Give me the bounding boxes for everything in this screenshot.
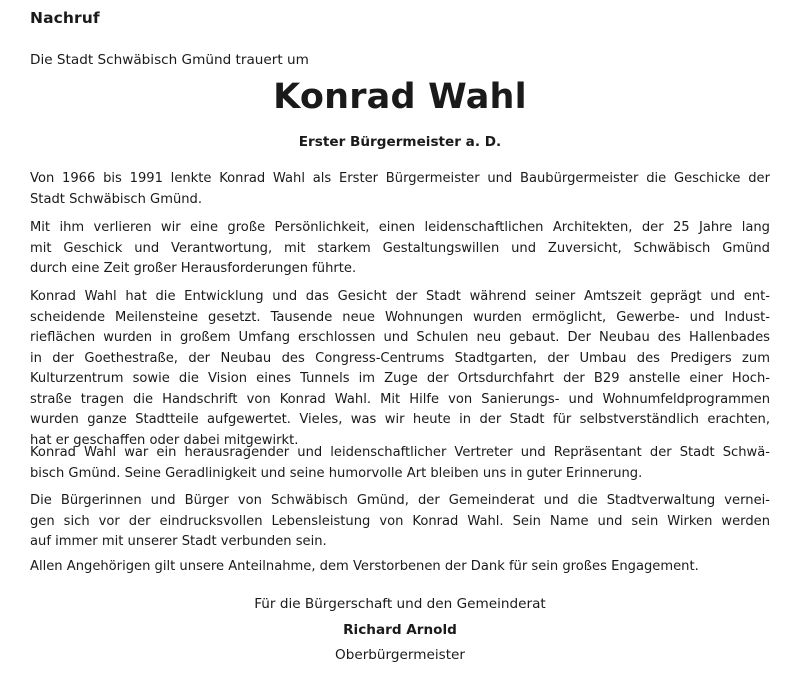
paragraph-line: straße tragen die Handschrift von Konrad Wahl. Mit Hilfe von Sanierungs- und Wohnumfeldprogrammen xyxy=(30,391,770,407)
paragraph-line: rieflächen wurden in großem Umfang erschlossen und Schulen neu gebaut. Der Neubau des Hallenbades xyxy=(30,330,770,345)
deceased-title: Erster Bürgermeister a. D. xyxy=(298,134,502,150)
paragraph-line: durch eine Zeit großer Herausforderungen führte. xyxy=(30,261,357,276)
paragraph-1 xyxy=(30,169,770,210)
paragraph-line: Kulturzentrum sowie die Vision eines Tunnels im Zuge der Ortsdurchfahrt der B29 anstelle einer Hoch- xyxy=(30,371,770,386)
paragraph-line: wurden ganze Stadtteile aufgewertet. Vieles, was wir heute in der Stadt für selbstverständlich erachten, xyxy=(30,412,770,427)
intro-text: Die Stadt Schwäbisch Gmünd trauert um xyxy=(30,52,309,68)
paragraph-line: in der Goethestraße, der Neubau des Congress-Centrums Stadtgarten, der Umbau des Predigers zum xyxy=(30,350,770,366)
paragraph-2 xyxy=(30,218,770,280)
notice-heading: Nachruf xyxy=(30,9,100,27)
paragraph-line: mit Geschick und Verantwortung, mit starkem Gestaltungswillen und Zuversicht, Schwäbisch Gmünd xyxy=(30,240,770,256)
deceased-name: Konrad Wahl xyxy=(273,77,527,117)
paragraph-line: hat er geschaffen oder dabei mitgewirkt. xyxy=(30,432,299,448)
signature-name: Richard Arnold xyxy=(343,622,457,638)
signature-role: Oberbürgermeister xyxy=(335,647,465,663)
paragraph-6 xyxy=(30,557,770,578)
paragraph-line: Die Bürgerinnen und Bürger von Schwäbisch Gmünd, der Gemeinderat und die Stadtverwaltung vernei- xyxy=(30,493,770,508)
paragraph-line: gen sich vor der eindrucksvollen Lebensleistung von Konrad Wahl. Sein Name und sein Wirken werden xyxy=(30,513,770,529)
signature-on-behalf: Für die Bürgerschaft und den Gemeinderat xyxy=(254,596,546,612)
paragraph-line: auf immer mit unserer Stadt verbunden sein. xyxy=(30,534,327,549)
paragraph-line: Mit ihm verlieren wir eine große Persönlichkeit, einen leidenschaftlichen Architekten, der 25 Jahre lang xyxy=(30,220,770,235)
paragraph-line: scheidende Meilensteine gesetzt. Tausende neue Wohnungen wurden ermöglicht, Gewerbe- und Indust- xyxy=(30,309,770,325)
paragraph-line: Konrad Wahl hat die Entwicklung und das Gesicht der Stadt während seiner Amtszeit geprägt und ent- xyxy=(30,289,770,304)
paragraph-line: Von 1966 bis 1991 lenkte Konrad Wahl als Erster Bürgermeister und Baubürgermeister die Geschicke der xyxy=(30,171,770,186)
paragraph-3 xyxy=(30,287,770,451)
paragraph-5 xyxy=(30,491,770,553)
paragraph-line: bisch Gmünd. Seine Geradlinigkeit und seine humorvolle Art bleiben uns in guter Erinnerung. xyxy=(30,465,643,481)
paragraph-line: Stadt Schwäbisch Gmünd. xyxy=(30,191,203,207)
paragraph-line: Konrad Wahl war ein herausragender und leidenschaftlicher Vertreter und Repräsentant der Stadt Schwä- xyxy=(30,445,770,460)
paragraph-4 xyxy=(30,443,770,484)
paragraph-line: Allen Angehörigen gilt unsere Anteilnahme, dem Verstorbenen der Dank für sein großes Engagement. xyxy=(30,559,699,574)
